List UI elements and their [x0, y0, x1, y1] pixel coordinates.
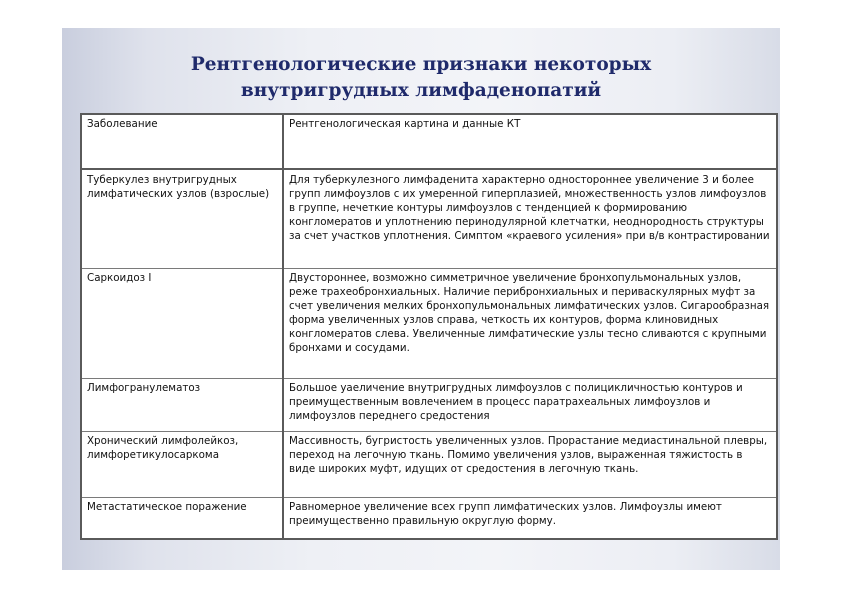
disease-cell: Метастатическое поражение — [81, 497, 283, 539]
header-description: Рентгенологическая картина и данные КТ — [283, 114, 777, 169]
title-line-1: Рентгенологические признаки некоторых — [190, 54, 652, 75]
description-cell: Большое уаеличение внутригрудных лимфоузлов с полицикличностью контуров и преимущественным вовлечением в процесс паратрахеальных лимфоузлов и лимфоузлов переднего средостения — [283, 378, 777, 431]
table-row — [81, 169, 777, 268]
title-line-2: внутригрудных лимфаденопатий — [240, 80, 602, 101]
table-header-row — [81, 114, 777, 169]
table-row — [81, 378, 777, 431]
page-title — [62, 52, 780, 104]
description-cell: Для туберкулезного лимфаденита характерно одностороннее увеличение 3 и более групп лимфоузлов с их умеренной гиперплазией, множественность узлов лимфоузлов в группе, нечеткие контуры лимфоузлов с тенденцией к формированию конгломератов и уплотнению перинодулярной клетчатки, неоднородность структуры за счет участков уплотнения. Симптом «краевого усиления» при в/в контрастировании — [283, 169, 777, 268]
table-row — [81, 497, 777, 539]
disease-cell: Лимфогранулематоз — [81, 378, 283, 431]
description-cell: Равномерное увеличение всех групп лимфатических узлов. Лимфоузлы имеют преимущественно правильную округлую форму. — [283, 497, 777, 539]
lymphadenopathy-table — [80, 113, 778, 540]
disease-cell: Туберкулез внутригрудных лимфатических узлов (взрослые) — [81, 169, 283, 268]
disease-cell: Хронический лимфолейкоз, лимфоретикулосаркома — [81, 431, 283, 497]
disease-cell: Саркоидоз I — [81, 268, 283, 378]
description-cell: Массивность, бугристость увеличенных узлов. Прорастание медиастинальной плевры, переход на легочную ткань. Помимо увеличения узлов, выраженная тяжистость в виде широких муфт, идущих от средостения в легочную ткань. — [283, 431, 777, 497]
header-disease: Заболевание — [81, 114, 283, 169]
table-row — [81, 268, 777, 378]
description-cell: Двустороннее, возможно симметричное увеличение бронхопульмональных узлов, реже трахеобронхиальных. Наличие перибронхиальных и периваскулярных муфт за счет увеличения мелких бронхопульмональных лимфатических узлов. Сигарообразная форма увеличенных узлов справа, четкость их контуров, форма клиновидных конгломератов слева. Увеличенные лимфатические узлы тесно сливаются с крупными бронхами и сосудами. — [283, 268, 777, 378]
table-row — [81, 431, 777, 497]
